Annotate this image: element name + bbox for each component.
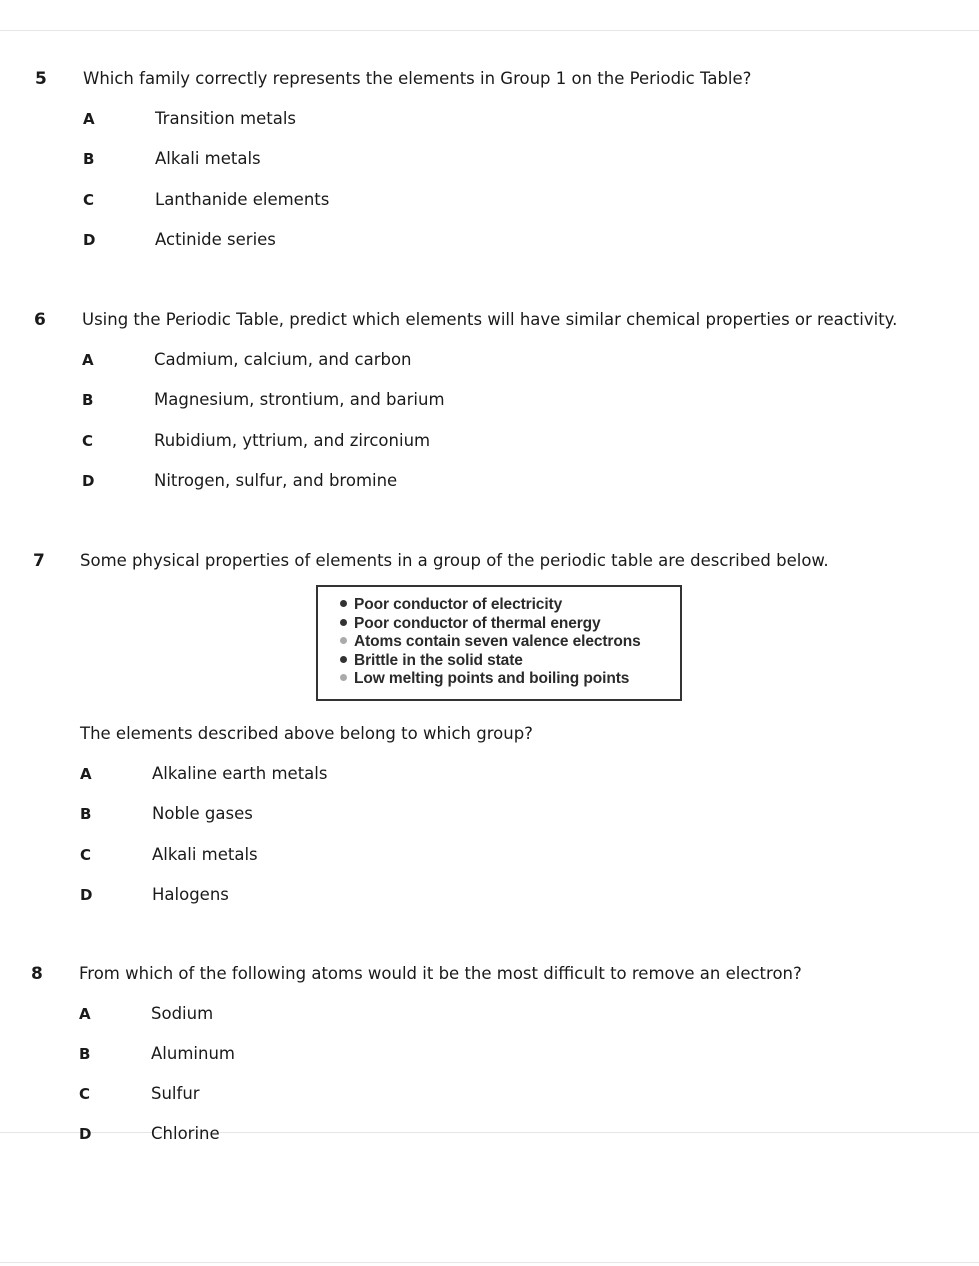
bullet-icon xyxy=(340,619,347,626)
bullet-icon xyxy=(340,656,347,663)
option-letter: C xyxy=(83,191,95,209)
option-text: Nitrogen, sulfur, and bromine xyxy=(154,471,398,490)
option-text: Magnesium, strontium, and barium xyxy=(154,390,445,409)
property-item: Atoms contain seven valence electrons xyxy=(340,633,680,652)
option-c[interactable] xyxy=(0,845,700,865)
question-number: 7 xyxy=(33,551,45,571)
option-c[interactable] xyxy=(0,1084,700,1104)
property-item: Poor conductor of thermal energy xyxy=(340,615,680,634)
option-b[interactable] xyxy=(0,149,700,169)
option-letter: C xyxy=(79,1085,91,1103)
option-letter: C xyxy=(82,432,94,450)
option-d[interactable] xyxy=(0,471,700,491)
option-letter: D xyxy=(83,231,96,249)
option-letter: D xyxy=(82,472,95,490)
option-b[interactable] xyxy=(0,1044,700,1064)
property-item: Brittle in the solid state xyxy=(340,652,680,671)
properties-box xyxy=(316,585,682,701)
option-letter: C xyxy=(80,846,92,864)
option-text: Cadmium, calcium, and carbon xyxy=(154,350,412,369)
option-a[interactable] xyxy=(0,1004,700,1024)
option-a[interactable] xyxy=(0,764,700,784)
option-letter: A xyxy=(79,1005,91,1023)
bullet-icon xyxy=(340,674,347,681)
option-letter: D xyxy=(80,886,93,904)
option-text: Aluminum xyxy=(151,1044,235,1063)
question-text: From which of the following atoms would it be the most difficult to remove an electron? xyxy=(79,964,802,983)
question-number: 5 xyxy=(35,69,47,89)
question-number: 8 xyxy=(31,964,43,984)
option-c[interactable] xyxy=(0,190,700,210)
option-text: Rubidium, yttrium, and zirconium xyxy=(154,431,431,450)
question-text: Some physical properties of elements in a group of the periodic table are described below. xyxy=(80,551,829,570)
option-letter: A xyxy=(80,765,92,783)
option-text: Sulfur xyxy=(151,1084,200,1103)
option-text: Halogens xyxy=(152,885,229,904)
option-text: Noble gases xyxy=(152,804,253,823)
bullet-icon xyxy=(340,637,347,644)
property-item: Low melting points and boiling points xyxy=(340,670,680,689)
option-c[interactable] xyxy=(0,431,700,451)
option-a[interactable] xyxy=(0,109,700,129)
option-letter: B xyxy=(82,391,94,409)
option-text: Chlorine xyxy=(151,1124,220,1143)
question-number: 6 xyxy=(34,310,46,330)
option-letter: B xyxy=(83,150,95,168)
option-d[interactable] xyxy=(0,230,700,250)
option-text: Alkaline earth metals xyxy=(152,764,328,783)
option-text: Alkali metals xyxy=(152,845,258,864)
option-text: Sodium xyxy=(151,1004,214,1023)
question-text: Which family correctly represents the elements in Group 1 on the Periodic Table? xyxy=(83,69,752,88)
property-item: Poor conductor of electricity xyxy=(340,596,680,615)
option-text: Lanthanide elements xyxy=(155,190,330,209)
option-text: Transition metals xyxy=(155,109,297,128)
bullet-icon xyxy=(340,600,347,607)
option-a[interactable] xyxy=(0,350,700,370)
scan-artifact-line xyxy=(0,1262,979,1263)
option-d[interactable] xyxy=(0,1124,700,1144)
question-text: Using the Periodic Table, predict which elements will have similar chemical properties or reactivity. xyxy=(82,310,898,329)
scan-artifact-line xyxy=(0,30,979,31)
option-letter: B xyxy=(79,1045,91,1063)
option-b[interactable] xyxy=(0,390,700,410)
option-letter: A xyxy=(83,110,95,128)
followup-text: The elements described above belong to which group? xyxy=(80,724,533,743)
option-text: Actinide series xyxy=(155,230,276,249)
option-letter: D xyxy=(79,1125,92,1143)
option-text: Alkali metals xyxy=(155,149,261,168)
option-letter: B xyxy=(80,805,92,823)
option-d[interactable] xyxy=(0,885,700,905)
option-b[interactable] xyxy=(0,804,700,824)
option-letter: A xyxy=(82,351,94,369)
